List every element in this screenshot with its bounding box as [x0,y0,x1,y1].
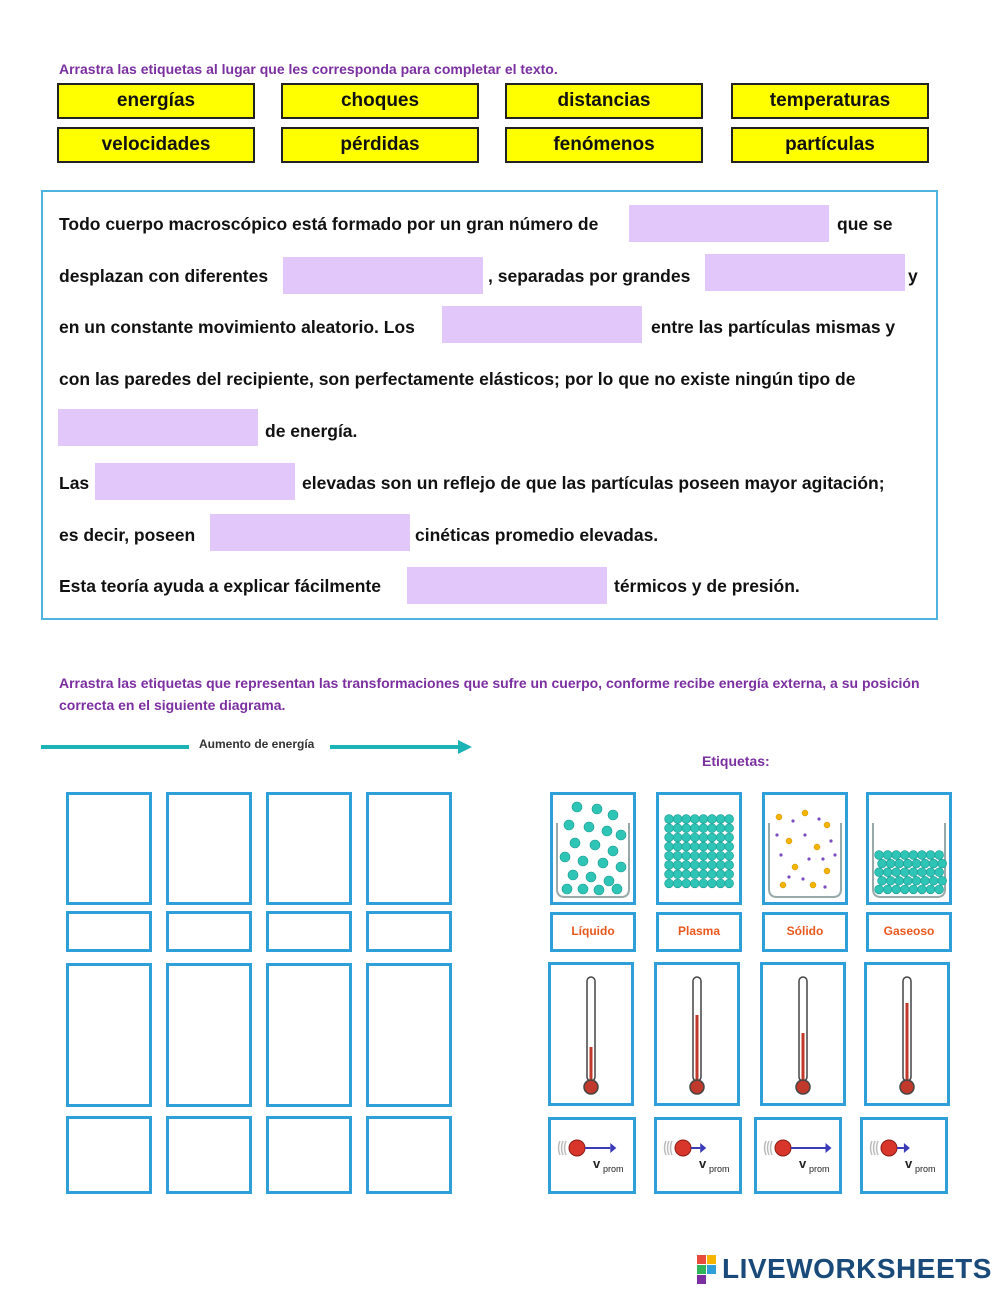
drop-slot-thermometer[interactable] [66,963,152,1107]
word-tag[interactable]: choques [281,83,479,119]
drop-slot-velocity[interactable] [266,1116,352,1194]
text-line: desplazan con diferentes [59,266,269,286]
brand-wordmark: LIVEWORKSHEETS [722,1253,992,1284]
drop-slot-thermometer[interactable] [266,963,352,1107]
word-tag[interactable]: partículas [731,127,929,163]
word-tag[interactable]: pérdidas [281,127,479,163]
liveworksheets-logo-icon [697,1255,719,1285]
thermometer-icon [551,965,631,1103]
drop-slot-thermometer[interactable] [366,963,452,1107]
liquid-particles-icon [553,795,633,902]
thermometer-tile[interactable] [548,962,634,1106]
drop-blank[interactable] [58,409,258,446]
text-line: que se [837,214,893,234]
text-line: y [908,266,918,286]
text-line: , separadas por grandes [488,266,691,286]
drop-blank[interactable] [442,306,642,343]
instruction-part2: Arrastra las etiquetas que representan las transformaciones que sufre un cuerpo, conforme recibe energía externa, a su posición correcta en el siguiente diagrama. [59,675,920,713]
text-line: con las paredes del recipiente, son perfectamente elásticos; por lo que no existe ningún tipo de [59,369,856,389]
velocity-symbol: v [593,1156,601,1171]
text-line: Las [59,473,90,493]
velocity-subscript: prom [915,1164,936,1174]
plasma-particles-icon [765,795,845,902]
arrow-head-icon [458,740,472,754]
state-label-tile[interactable]: Gaseoso [866,912,952,952]
velocity-symbol: v [799,1156,807,1171]
particle-tile-gas[interactable] [866,792,952,905]
drop-slot-label[interactable] [266,911,352,952]
drop-slot-image[interactable] [166,792,252,905]
state-label-tile[interactable]: Sólido [762,912,848,952]
velocity-subscript: prom [709,1164,730,1174]
particle-tile-plasma[interactable] [762,792,848,905]
word-tag[interactable]: velocidades [57,127,255,163]
energy-arrow-label: Aumento de energía [199,737,315,751]
velocity-tile[interactable] [860,1117,948,1194]
velocity-tile[interactable] [654,1117,742,1194]
velocity-tile[interactable] [548,1117,636,1194]
text-line: elevadas son un reflejo de que las partículas poseen mayor agitación; [302,473,885,493]
gas-particles-icon [869,795,949,902]
drop-slot-velocity[interactable] [166,1116,252,1194]
drop-blank[interactable] [705,254,905,291]
drop-slot-image[interactable] [366,792,452,905]
drop-slot-image[interactable] [66,792,152,905]
drop-slot-label[interactable] [366,911,452,952]
drop-blank[interactable] [95,463,295,500]
velocity-tile[interactable] [754,1117,842,1194]
state-label-tile[interactable]: Líquido [550,912,636,952]
thermometer-tile[interactable] [864,962,950,1106]
drop-blank[interactable] [283,257,483,294]
drop-slot-velocity[interactable] [66,1116,152,1194]
velocity-ball-arrow-icon [551,1120,633,1191]
particle-tile-solid[interactable] [656,792,742,905]
velocity-ball-arrow-icon [863,1120,945,1191]
drop-slot-label[interactable] [166,911,252,952]
text-line: en un constante movimiento aleatorio. Los [59,317,415,337]
particle-tile-liquid[interactable] [550,792,636,905]
drop-slot-image[interactable] [266,792,352,905]
drop-slot-thermometer[interactable] [166,963,252,1107]
thermometer-tile[interactable] [760,962,846,1106]
velocity-subscript: prom [809,1164,830,1174]
state-label-tile[interactable]: Plasma [656,912,742,952]
drop-slot-label[interactable] [66,911,152,952]
solid-particles-icon [659,795,739,902]
word-tag[interactable]: energías [57,83,255,119]
thermometer-icon [763,965,843,1103]
velocity-ball-arrow-icon [657,1120,739,1191]
word-tag[interactable]: distancias [505,83,703,119]
drop-blank[interactable] [210,514,410,551]
text-line: Esta teoría ayuda a explicar fácilmente [59,576,381,596]
energy-arrow-line-right [330,745,460,749]
word-tag[interactable]: temperaturas [731,83,929,119]
drop-blank[interactable] [407,567,607,604]
text-line: Todo cuerpo macroscópico está formado por un gran número de [59,214,599,234]
word-tag[interactable]: fenómenos [505,127,703,163]
velocity-symbol: v [699,1156,707,1171]
text-line: térmicos y de presión. [614,576,800,596]
velocity-symbol: v [905,1156,913,1171]
text-line: cinéticas promedio elevadas. [415,525,659,545]
drop-slot-velocity[interactable] [366,1116,452,1194]
text-line: entre las partículas mismas y [651,317,896,337]
thermometer-icon [657,965,737,1103]
thermometer-tile[interactable] [654,962,740,1106]
drop-blank[interactable] [629,205,829,242]
velocity-subscript: prom [603,1164,624,1174]
labels-heading: Etiquetas: [702,753,770,769]
text-line: de energía. [265,421,358,441]
thermometer-icon [867,965,947,1103]
text-line: es decir, poseen [59,525,196,545]
energy-arrow-line-left [41,745,189,749]
velocity-ball-arrow-icon [757,1120,839,1191]
instruction-part1: Arrastra las etiquetas al lugar que les corresponda para completar el texto. [59,61,558,77]
